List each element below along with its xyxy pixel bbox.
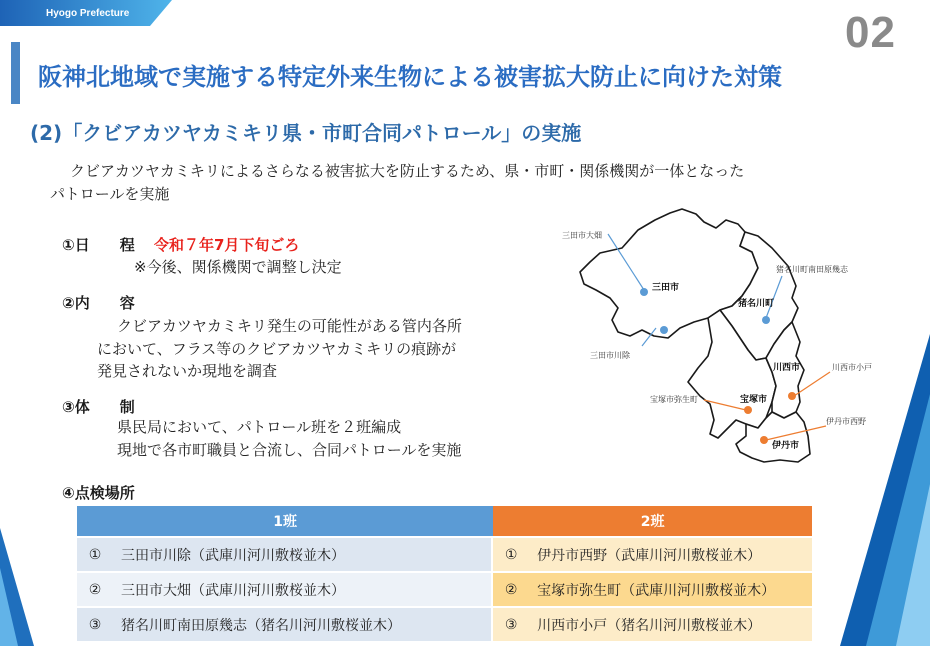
content-line-2: において、フラス等のクビアカツヤカミキリの痕跡が <box>97 339 457 358</box>
team1-place: 猪名川町南田原幾志（猪名川河川敷桜並木） <box>113 606 493 641</box>
team1-place: 三田市川除（武庫川河川敷桜並木） <box>113 536 493 571</box>
section-heading: (2)「クビアカツヤカミキリ県・市町合同パトロール」の実施 <box>30 121 582 145</box>
city-kawanishi: 川西市 <box>773 363 801 373</box>
schedule-note: ※今後、関係機関で調整し決定 <box>134 258 342 276</box>
team1-no: ③ <box>77 606 113 641</box>
team1-header: 1班 <box>77 506 493 536</box>
title-accent-bar <box>11 42 20 104</box>
intro-line-2: パトロールを実施 <box>50 185 170 203</box>
marker-sanda-kawayoke <box>660 326 668 334</box>
team2-place: 伊丹市西野（武庫川河川敷桜並木） <box>529 536 812 571</box>
team2-no: ② <box>493 571 529 606</box>
schedule-heading <box>62 234 299 255</box>
label-itami-nishino: 伊丹市西野 <box>826 417 866 426</box>
content-line-1: クビアカツヤカミキリ発生の可能性がある管内各所 <box>117 317 462 335</box>
table-header-row <box>77 506 812 536</box>
team2-place: 宝塚市弥生町（武庫川河川敷桜並木） <box>529 571 812 606</box>
city-itami: 伊丹市 <box>772 441 800 451</box>
system-heading: ③体 制 <box>62 398 135 416</box>
locations-heading: ④点検場所 <box>62 484 135 502</box>
org-tag-label: Hyogo Prefecture <box>46 8 130 19</box>
system-line-2: 現地で各市町職員と合流し、合同パトロールを実施 <box>117 440 462 459</box>
label-sanda-kawayoke: 三田市川除 <box>590 351 630 360</box>
intro-text <box>50 160 880 206</box>
marker-inagawa <box>762 316 770 324</box>
label-sanda-ohata: 三田市大畑 <box>562 231 602 240</box>
schedule-label: ①日 程 <box>62 236 135 254</box>
content-line-3: 発見されないか現地を調査 <box>97 362 278 380</box>
table-row <box>77 571 812 606</box>
page-title: 阪神北地域で実施する特定外来生物による被害拡大防止に向けた対策 <box>38 63 782 91</box>
team2-place: 川西市小戸（猪名川河川敷桜並木） <box>529 606 812 641</box>
label-inagawa-point: 猪名川町南田原幾志 <box>776 265 848 274</box>
table-row <box>77 536 812 571</box>
slide-number: 02 <box>845 8 896 57</box>
marker-kawanishi-koto <box>788 392 796 400</box>
content-body <box>97 315 462 383</box>
city-takarazuka: 宝塚市 <box>740 395 768 405</box>
team2-no: ③ <box>493 606 529 641</box>
intro-line-1: クビアカツヤカミキリによるさらなる被害拡大を防止するため、県・市町・関係機関が一体となった <box>70 162 745 180</box>
team1-no: ② <box>77 571 113 606</box>
decor-left-corner <box>0 528 40 646</box>
table-row <box>77 606 812 641</box>
team1-place: 三田市大畑（武庫川河川敷桜並木） <box>113 571 493 606</box>
team2-no: ① <box>493 536 529 571</box>
team2-header: 2班 <box>493 506 812 536</box>
label-kawanishi-koto: 川西市小戸 <box>832 363 872 372</box>
patrol-locations-table <box>77 506 812 641</box>
team1-no: ① <box>77 536 113 571</box>
label-takarazuka-yayoi: 宝塚市弥生町 <box>650 395 698 404</box>
system-body <box>117 416 461 461</box>
city-inagawa: 猪名川町 <box>738 299 775 309</box>
marker-itami-nishino <box>760 436 768 444</box>
decor-right-corner <box>818 334 930 646</box>
city-sanda: 三田市 <box>652 283 680 293</box>
system-line-1: 県民局において、パトロール班を２班編成 <box>117 418 402 436</box>
org-tag <box>0 0 172 26</box>
marker-sanda-ohata <box>640 288 648 296</box>
marker-takarazuka-yayoi <box>744 406 752 414</box>
schedule-date: 令和７年7月下旬ごろ <box>153 236 300 254</box>
content-heading: ②内 容 <box>62 294 135 312</box>
